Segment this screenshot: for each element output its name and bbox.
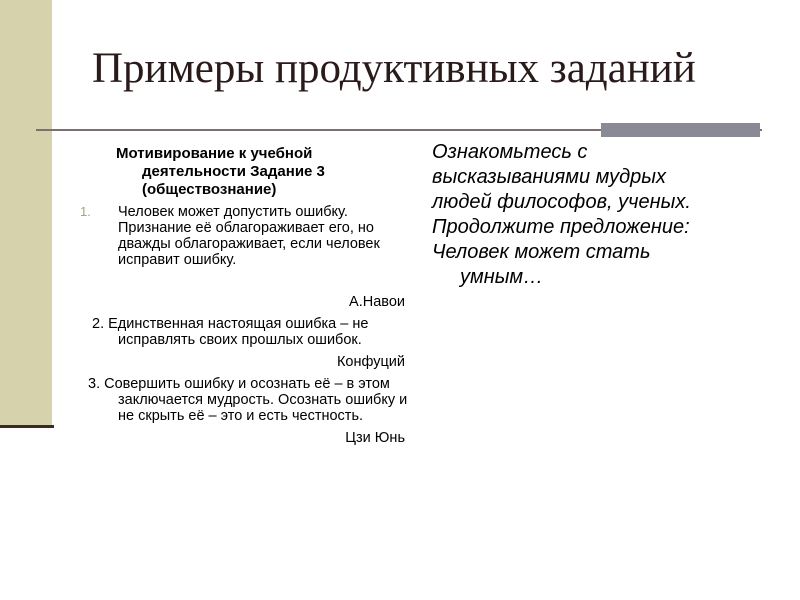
- instruction-line-2: высказываниями мудрых: [432, 166, 667, 188]
- instruction-line-3: людей философов, ученых.: [432, 191, 691, 213]
- slide-title: Примеры продуктивных заданий: [92, 45, 696, 92]
- instruction-line-6: умным…: [460, 266, 544, 288]
- right-column: [432, 140, 782, 290]
- instruction-line-5: Человек может стать: [432, 241, 651, 263]
- quote-2-text: 2. Единственная настоящая ошибка – не исправлять своих прошлых ошибок.: [92, 316, 369, 348]
- decorative-left-bar: [0, 0, 52, 426]
- quote-3-author: Цзи Юнь: [345, 430, 405, 446]
- instruction-line-1: Ознакомьтесь с: [432, 141, 588, 163]
- decorative-left-bar-underline: [0, 425, 54, 428]
- quote-1-text: Человек может допустить ошибку. Признание её облагораживает его, но дважды облагораживает, если человек исправит ошибку.: [118, 204, 380, 268]
- quote-1: [80, 204, 413, 268]
- title-divider-accent: [601, 123, 760, 137]
- quote-1-number: 1.: [80, 204, 91, 219]
- quote-2-author: Конфуций: [336, 354, 405, 370]
- instruction-line-4: Продолжите предложение:: [432, 216, 690, 238]
- quote-1-author: А.Навои: [349, 294, 405, 310]
- task-heading: Мотивирование к учебной деятельности Задание 3 (обществознание): [116, 145, 325, 198]
- quote-3-text: 3. Совершить ошибку и осознать её – в этом заключается мудрость. Осознать ошибку и не скрыть её – это и есть честность.: [88, 376, 408, 424]
- left-column: [78, 145, 413, 446]
